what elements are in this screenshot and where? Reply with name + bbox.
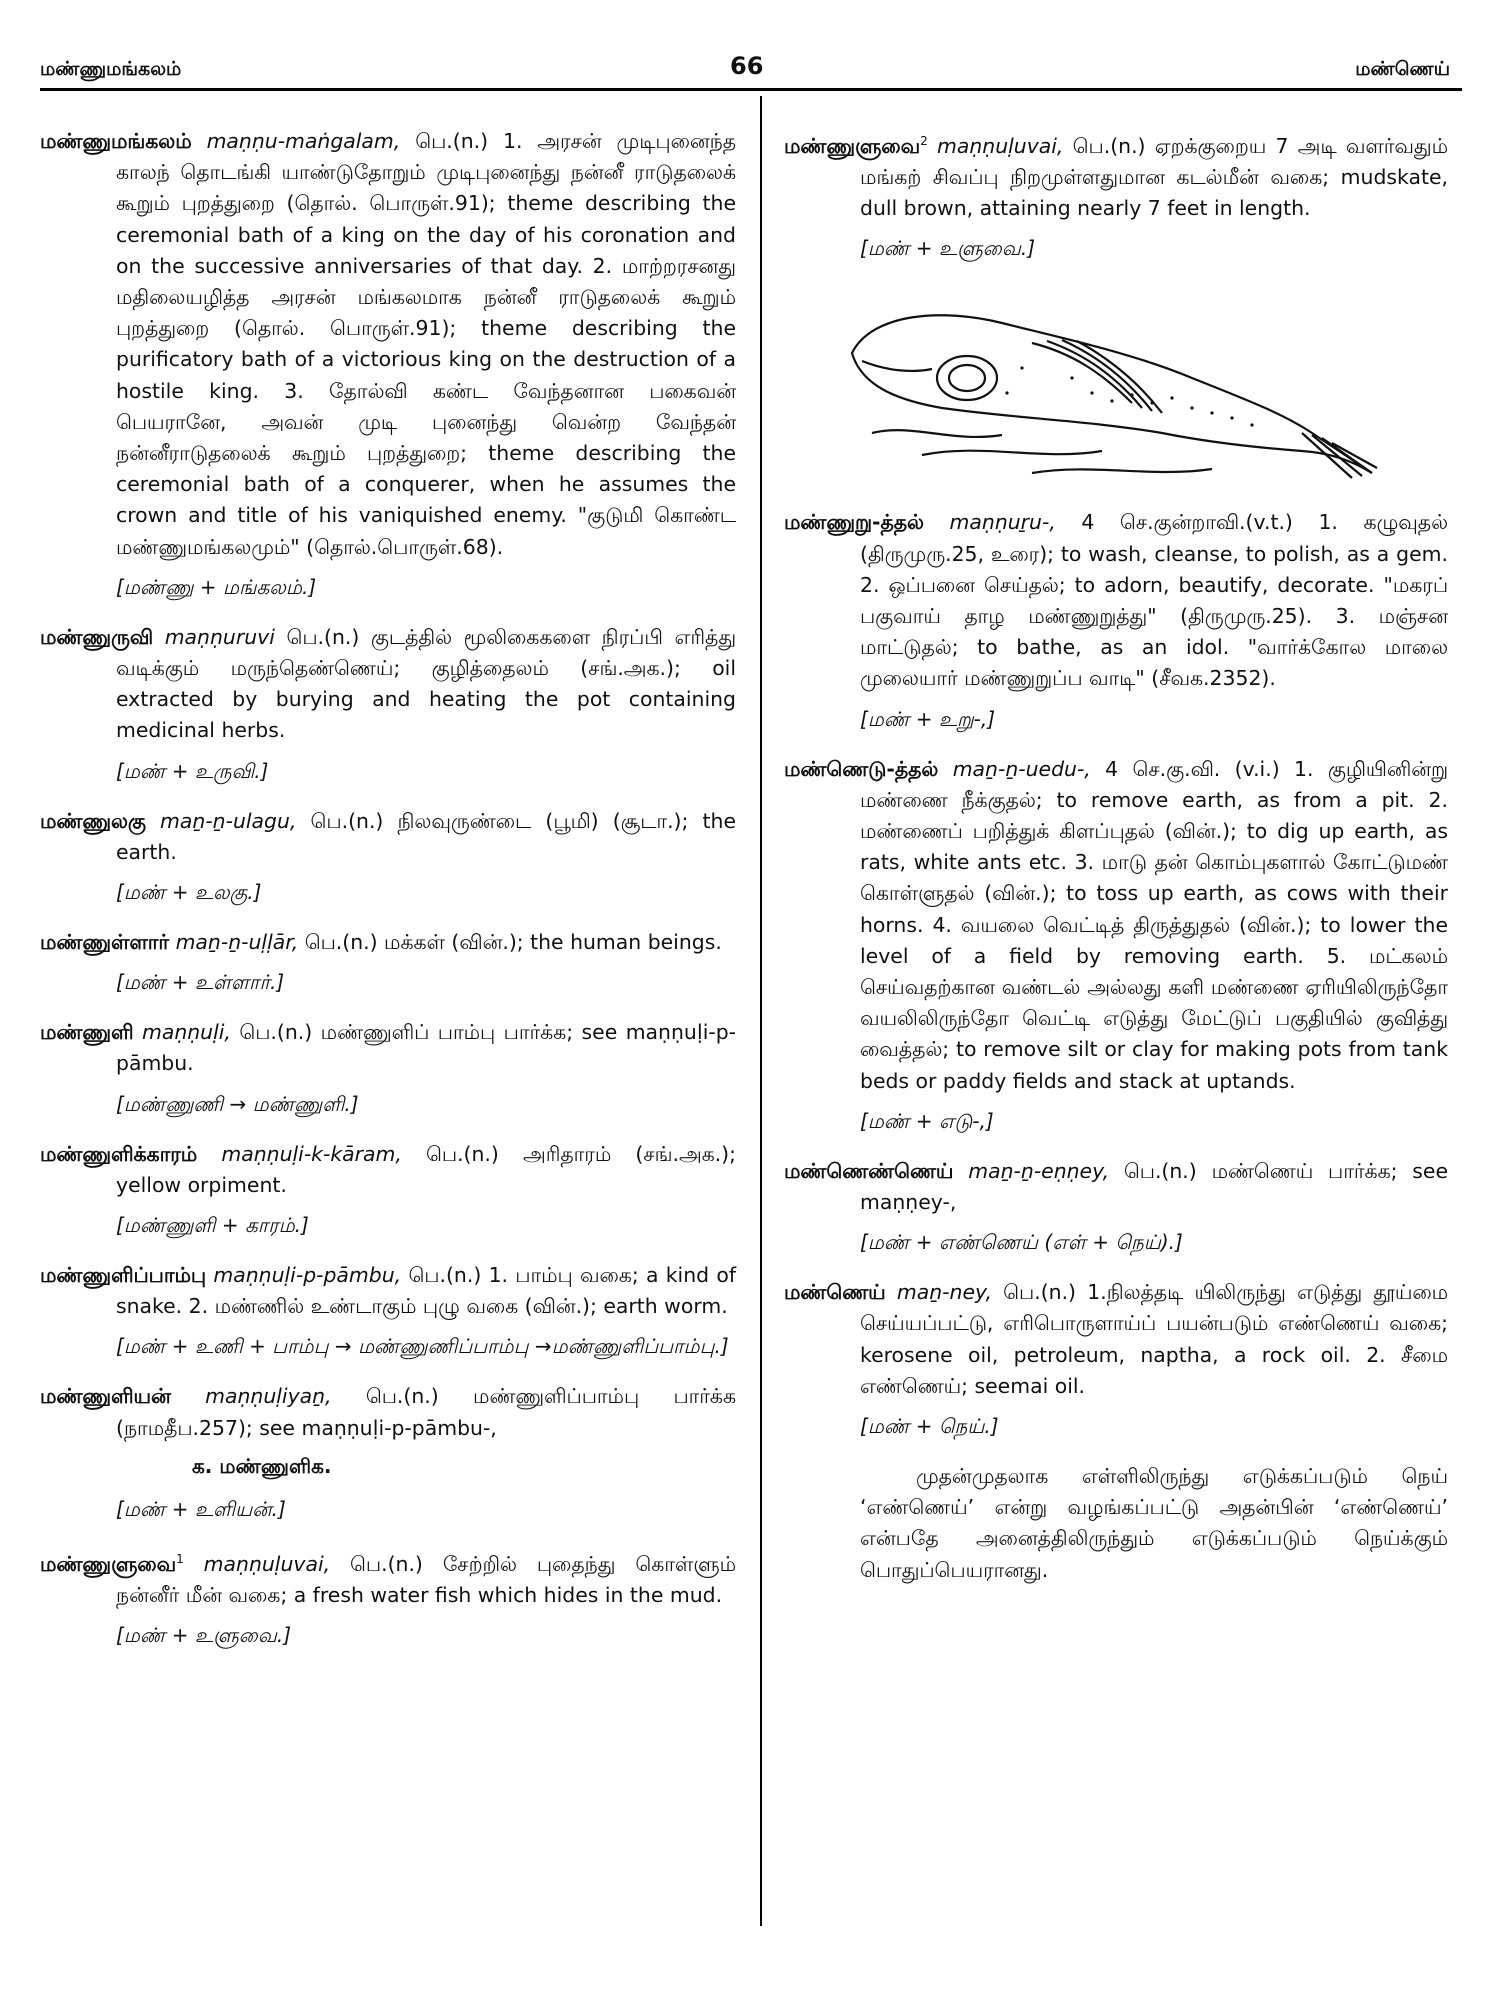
headword: மண்ணுறு-த்தல் [784, 510, 924, 535]
headword: மண்ணுளுவை [40, 1551, 177, 1576]
transliteration: maṇṇuḷi-k-kāram, [221, 1141, 402, 1166]
etymology: [மண் + எடு-,] [860, 1108, 994, 1133]
etymology: [மண் + உளுவை.] [116, 1623, 291, 1648]
definition: அரிதாரம் (சங்.அக.); yellow orpiment. [116, 1141, 736, 1197]
part-of-speech: பெ.(n.) [415, 129, 489, 153]
transliteration: maṇṇuruvi [164, 624, 275, 649]
etymology: [மண் + உறு-,] [860, 706, 996, 731]
etymology: [மண் + உருவி.] [116, 758, 269, 783]
page-number: 66 [730, 52, 764, 80]
part-of-speech: பெ.(n.) [1123, 1158, 1197, 1183]
etymology: [மண் + உளுவை.] [860, 236, 1035, 261]
headword: மண்ணுலகு [40, 808, 146, 833]
dictionary-entry [40, 927, 736, 958]
running-head-left: மண்ணுமங்கலம் [40, 58, 182, 80]
headword: மண்ணுருவி [40, 624, 154, 649]
etymology: [மண் + உணி + பாம்பு → மண்ணுணிப்பாம்பு →மண்ணுளிப்பாம்பு.] [116, 1334, 729, 1359]
part-of-speech: பெ.(n.) [426, 1141, 499, 1166]
etymology: [மண் + எண்ணெய் (எள் + நெய்).] [860, 1230, 1183, 1255]
dictionary-entry [784, 126, 1448, 224]
headword: மண்ணுளிக்காரம் [40, 1141, 198, 1166]
part-of-speech: பெ.(n.) [1003, 1280, 1077, 1305]
part-of-speech: பெ.(n.) [350, 1551, 423, 1576]
transliteration: maṇṇuḷuvai, [936, 133, 1064, 158]
definition: 1. பாம்பு வகை; a kind of snake. 2. மண்ணில் உண்டாகும் புழு வகை (வின்.); earth worm. [116, 1263, 737, 1319]
etymology: [மண் + உலகு.] [116, 880, 262, 905]
headword: மண்ணுளியன் [40, 1384, 171, 1409]
dictionary-entry [40, 1017, 736, 1079]
part-of-speech: பெ.(n.) [286, 624, 360, 649]
transliteration: maṇṇuḷiyaṉ, [205, 1384, 332, 1409]
part-of-speech: 4 செ.குன்றாவி.(v.t.) [1081, 510, 1293, 535]
headword: மண்ணுளுவை [784, 133, 921, 158]
transliteration: maṉ-ṉ-eṇṇey, [968, 1158, 1110, 1183]
definition: குடத்தில் மூலிகைகளை நிரப்பி எரித்து வடிக்கும் மருந்தெண்ணெய்; குழித்தைலம் (சங்.அக.); oil extracted by burying and heating the pot containing medicinal herbs. [116, 624, 737, 743]
definition: 1. அரசன் முடிபுனைந்த காலந் தொடங்கி யாண்டுதோறும் முடிபுனைந்து நன்னீ ராடுதலைக் கூறும் புறத்துறை (தொல். பொருள்.91); theme describing the ceremonial bath of a king on the day of his coronation and on the successive anniversaries of that day. 2. மாற்றரசனது மதிலையழித்த அரசன் மங்கலமாக நன்னீ ராடுதலைக் கூறும் புறத்துறை (தொல். பொருள்.91); theme describing the purificatory bath of a victorious king on the destruction of a hostile king. 3. தோல்வி கண்ட வேந்தனான பகைவன் பெயரானே, அவன் முடி புனைந்து வென்ற வேந்தன் நன்னீராடுதலைக் கூறும் புறத்துறை; theme describing the ceremonial bath of a conquerer, when he assumes the crown and title of his vaniquished enemy. "குடுமி கொண்ட மண்ணுமங்கலமும்" (தொல்.பொருள்.68). [116, 129, 737, 559]
dictionary-entry [40, 1260, 736, 1322]
dictionary-entry [40, 126, 736, 563]
headword: மண்ணுமங்கலம் [40, 129, 192, 153]
homonym-number: 1 [176, 1551, 184, 1566]
transliteration: maṉ-ṉ-uedu-, [952, 756, 1091, 781]
transliteration: maṇṇuḷuvai, [203, 1551, 331, 1576]
part-of-speech: பெ.(n.) [310, 808, 384, 833]
right-column [784, 126, 1448, 1586]
headword: மண்ணுளி [40, 1020, 134, 1045]
running-head-right: மண்ணெய் [1355, 58, 1450, 80]
fish-illustration [832, 283, 1392, 483]
headword: மண்ணுளிப்பாம்பு [40, 1263, 207, 1288]
headword: மண்ணெய் [784, 1280, 886, 1305]
definition: மக்கள் (வின்.); the human beings. [384, 930, 722, 955]
etymology: [மண் + உளியன்.] [116, 1496, 286, 1521]
dictionary-entry [40, 1544, 736, 1611]
definition: 1. குழியினின்று மண்ணை நீக்குதல்; to remove earth, as from a pit. 2. மண்ணைப் பறித்துக் கிளப்புதல் (வின்.); to dig up earth, as rats, white ants etc. 3. மாடு தன் கொம்புகளால் கோட்டுமண் கொள்ளுதல் (வின்.); to toss up earth, as cows with their horns. 4. வயலை வெட்டித் திருத்துதல் (வின்.); to lower the level of a field by removing earth. 5. மட்கலம் செய்வதற்கான வண்டல் அல்லது களி மண்ணை ஏரியிலிருந்தோ வயலிலிருந்தோ வெட்டி எடுத்து மேட்டுப் பகுதியில் குவித்து வைத்தல்; to remove silt or clay for making pots from tank beds or paddy fields and stack at uptands. [860, 756, 1449, 1093]
etymology: [மண் + நெய்.] [860, 1414, 999, 1439]
dictionary-entry [40, 806, 736, 868]
definition: ஏறக்குறைய 7 அடி வளர்வதும் மங்கற் சிவப்பு நிறமுள்ளதுமான கடல்மீன் வகை; mudskate, dull brown, attaining nearly 7 feet in length. [860, 133, 1448, 221]
dictionary-entry [40, 1139, 736, 1201]
transliteration: maṇṇuḷi, [141, 1020, 231, 1045]
transliteration: maṉ-ney, [896, 1280, 992, 1305]
definition: 1.நிலத்தடி யிலிருந்து எடுத்து தூய்மை செய்யப்பட்டு, எரிபொருளாய்ப் பயன்படும் எண்ணெய் வகை; kerosene oil, petroleum, naptha, a rock oil. 2. சீமை எண்ணெய்; seemai oil. [860, 1280, 1449, 1398]
kannada-cognate: க. மண்ணுளிக. [192, 1453, 332, 1478]
etymology: [மண்ணு + மங்கலம்.] [116, 574, 317, 599]
headword: மண்ணெடு-த்தல் [784, 756, 939, 781]
dictionary-entry [784, 1156, 1448, 1218]
etymology: [மண்ணுணி → மண்ணுளி.] [116, 1091, 359, 1116]
usage-note: முதன்முதலாக எள்ளிலிருந்து எடுக்கப்படும் நெய் ‘எண்ணெய்’ என்று வழங்கப்பட்டு அதன்பின் ‘எண்ணெய்’ என்பதே அனைத்திலிருந்தும் எடுக்கப்படும் நெய்க்கும் பொதுப்பெயரானது. [860, 1464, 1448, 1582]
definition: மண்ணுளிப் பாம்பு பார்க்க; see maṇṇuḷi-p-pāmbu. [116, 1020, 737, 1076]
homonym-number: 2 [920, 134, 928, 148]
transliteration: maṉ-ṉ-uḷḷār, [175, 930, 299, 955]
part-of-speech: பெ.(n.) [1072, 133, 1146, 158]
etymology: [மண் + உள்ளார்.] [116, 970, 285, 995]
part-of-speech: 4 செ.கு.வி. (v.i.) [1105, 756, 1280, 781]
transliteration: maṇṇu-maṅgalam, [206, 129, 401, 153]
dictionary-entry [784, 507, 1448, 694]
part-of-speech: பெ.(n.) [365, 1384, 439, 1409]
dictionary-entry [40, 622, 736, 747]
dictionary-entry [784, 1277, 1448, 1402]
transliteration: maṇṇuṟu-, [949, 510, 1056, 535]
transliteration: maṇṇuḷi-p-pāmbu, [213, 1263, 402, 1288]
dictionary-entry [40, 1381, 736, 1443]
etymology: [மண்ணுளி + காரம்.] [116, 1213, 309, 1238]
part-of-speech: பெ.(n.) [408, 1263, 482, 1288]
column-divider [760, 96, 762, 1926]
part-of-speech: பெ.(n.) [239, 1020, 313, 1045]
definition: மண்ணுளிப்பாம்பு பார்க்க (நாமதீப.257); see maṇṇuḷi-p-pāmbu-, [116, 1384, 737, 1440]
headword: மண்ணெண்ணெய் [784, 1158, 954, 1183]
part-of-speech: பெ.(n.) [304, 930, 378, 955]
definition: நிலவுருண்டை (பூமி) (சூடா.); the earth. [116, 808, 736, 864]
transliteration: maṉ-ṉ-ulagu, [160, 808, 297, 833]
dictionary-entry [784, 754, 1448, 1097]
definition: சேற்றில் புதைந்து கொள்ளும் நன்னீர் மீன் வகை; a fresh water fish which hides in the mud. [116, 1551, 737, 1607]
definition: 1. கழுவுதல் (திருமுரு.25, உரை); to wash, cleanse, to polish, as a gem. 2. ஒப்பனை செய்தல்; to adorn, beautify, decorate. "மகரப் பகுவாய் தாழ மண்ணுறுத்து" (திருமுரு.25). 3. மஞ்சன மாட்டுதல்; to bathe, as an idol. "வார்க்கோல மாலை முலையார் மண்ணுறுப்ப வாடி" (சீவக.2352). [860, 510, 1449, 691]
left-column [40, 126, 736, 1670]
headword: மண்ணுள்ளார் [40, 930, 170, 955]
definition: மண்ணெய் பார்க்க; see maṇṇey-, [860, 1158, 1449, 1215]
header-rule [40, 88, 1462, 91]
